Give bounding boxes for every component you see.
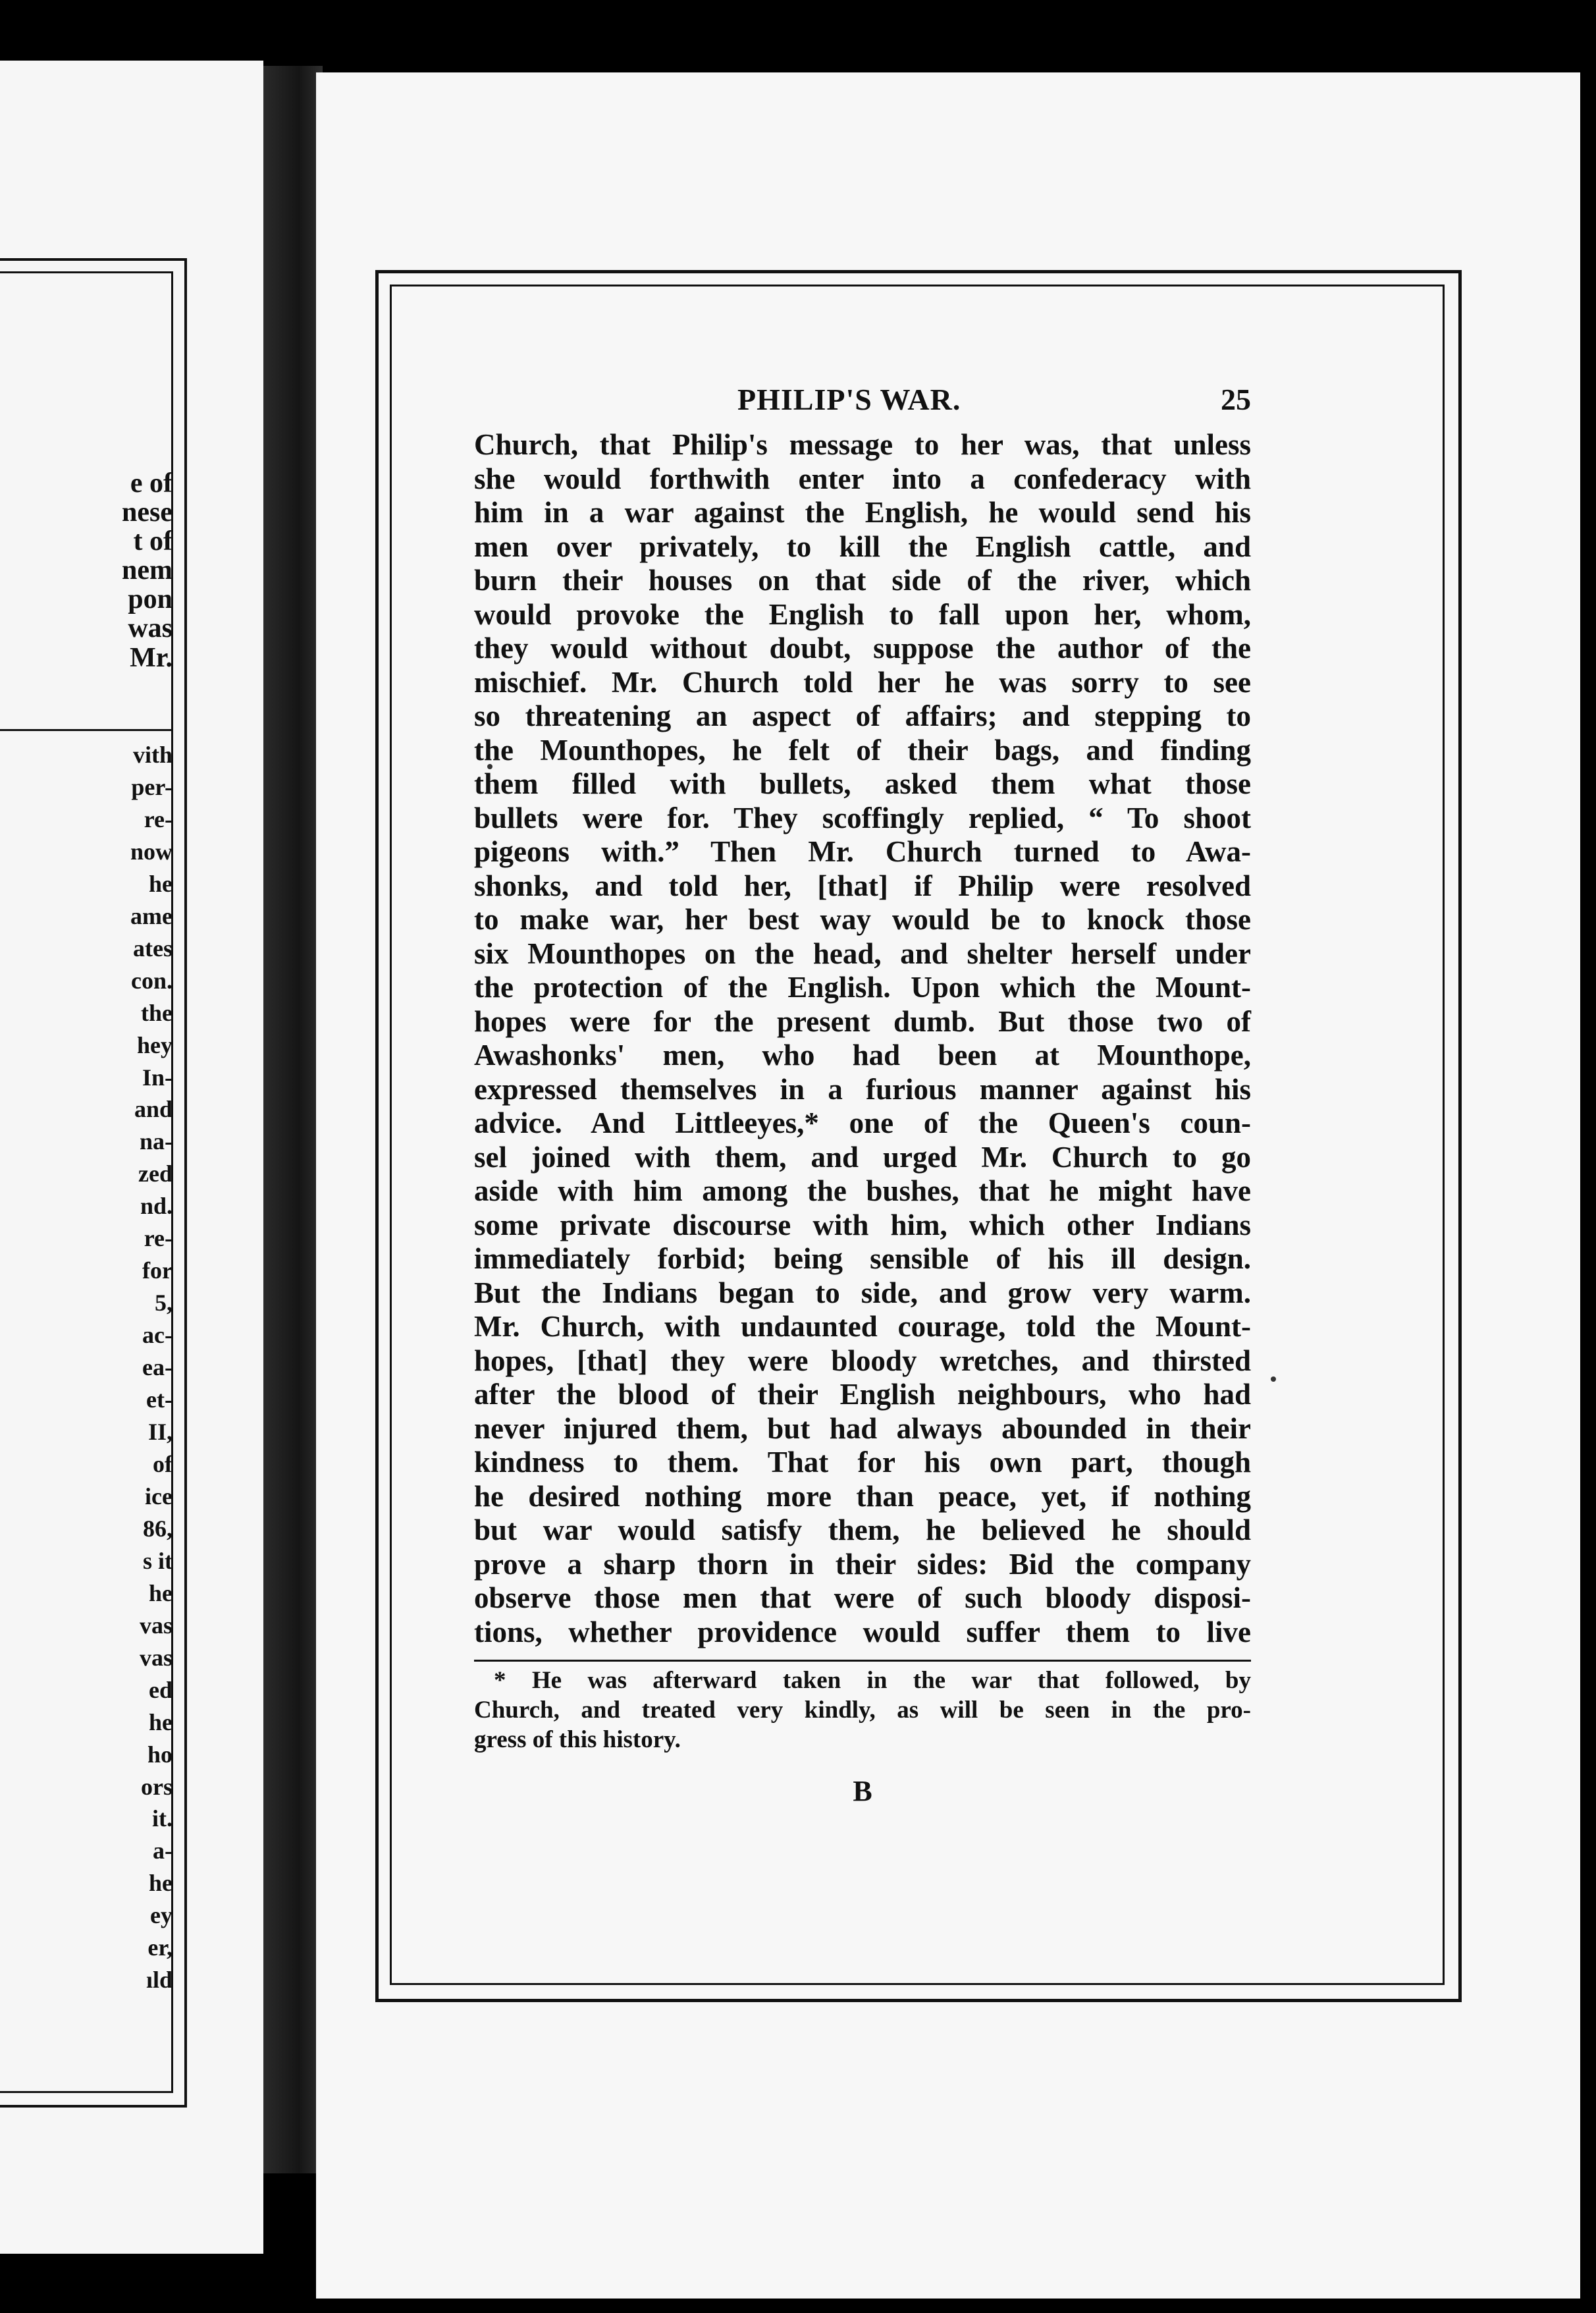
- text-line: men over privately, to kill the English cattle, and: [474, 530, 1251, 563]
- signature-mark: B: [853, 1775, 872, 1807]
- left-fragment: ice: [145, 1483, 173, 1510]
- footnote-line: Church, and treated very kindly, as will be seen in the pro-: [474, 1697, 1251, 1724]
- text-line: bullets were for. They scoffingly replied, “ To shoot: [474, 801, 1251, 834]
- page-header: [474, 375, 1251, 428]
- text-line: some private discourse with him, which other Indians: [474, 1208, 1251, 1241]
- page-text-block: [474, 375, 1251, 1808]
- left-fragment: er,: [147, 1934, 173, 1961]
- body-text: [474, 428, 1251, 1649]
- text-line: immediately forbid; being sensible of his ill design.: [474, 1242, 1251, 1275]
- right-page: [316, 72, 1580, 2299]
- left-fragment: ates: [133, 935, 173, 962]
- left-fragment: ho: [147, 1741, 173, 1768]
- left-page-upper-fragments: [0, 469, 173, 672]
- left-page: [0, 61, 263, 2254]
- text-line: advice. And Littleeyes,* one of the Queen's coun-: [474, 1106, 1251, 1139]
- left-fragment: it.: [152, 1805, 173, 1832]
- running-title: PHILIP'S WAR.: [737, 383, 961, 416]
- text-line: hopes, [that] they were bloody wretches, and thirsted: [474, 1344, 1251, 1377]
- left-fragment: vas: [139, 1612, 173, 1639]
- text-line: aside with him among the bushes, that he might have: [474, 1174, 1251, 1207]
- text-line: never injured them, but had always abounded in their: [474, 1411, 1251, 1445]
- text-line: him in a war against the English, he would send his: [474, 496, 1251, 529]
- left-fragment: of: [153, 1450, 173, 1477]
- text-line: Mr. Church, with undaunted courage, told the Mount-: [474, 1310, 1251, 1343]
- text-line: tions, whether providence would suffer them to live: [474, 1615, 1251, 1648]
- left-fragment: Mr.: [130, 642, 173, 673]
- text-line: but war would satisfy them, he believed he should: [474, 1513, 1251, 1546]
- left-fragment: et-: [146, 1386, 173, 1413]
- left-fragment: a-: [153, 1837, 173, 1864]
- left-fragment: vith: [132, 742, 173, 768]
- text-line: to make war, her best way would be to knock those: [474, 903, 1251, 936]
- text-line: Church, that Philip's message to her was, that unless: [474, 428, 1251, 461]
- text-line: prove a sharp thorn in their sides: Bid the company: [474, 1547, 1251, 1581]
- left-fragment: ıld: [146, 1967, 173, 1994]
- text-line: expressed themselves in a furious manner against his: [474, 1072, 1251, 1106]
- left-fragment: ac-: [142, 1322, 173, 1349]
- page-speck: [1271, 1376, 1276, 1382]
- left-fragment: per-: [131, 773, 173, 800]
- left-fragment: he: [149, 870, 173, 897]
- text-line: would provoke the English to fall upon her, whom,: [474, 597, 1251, 631]
- left-fragment: nd.: [140, 1193, 173, 1220]
- left-fragment: nem: [122, 555, 173, 586]
- text-line: But the Indians began to side, and grow very warm.: [474, 1276, 1251, 1309]
- footnote-line: * He was afterward taken in the war that followed, by: [494, 1667, 1251, 1694]
- text-line: them filled with bullets, asked them what those: [474, 767, 1251, 800]
- left-fragment: vas: [139, 1644, 173, 1671]
- text-line: the Mounthopes, he felt of their bags, and finding: [474, 733, 1251, 767]
- left-fragment: ey: [150, 1902, 173, 1929]
- left-fragment: na-: [139, 1128, 173, 1155]
- left-fragment: he: [149, 1708, 173, 1735]
- left-fragment: 5,: [155, 1290, 173, 1317]
- left-fragment: nese: [122, 497, 173, 528]
- text-line: she would forthwith enter into a confederacy with: [474, 462, 1251, 495]
- left-fragment: the: [141, 999, 173, 1026]
- left-fragment: now: [130, 838, 173, 865]
- left-fragment: for: [142, 1257, 173, 1284]
- left-fragment: t of: [133, 526, 173, 557]
- left-fragment: s it: [143, 1547, 173, 1574]
- text-line: kindness to them. That for his own part, though: [474, 1446, 1251, 1479]
- left-fragment: and: [134, 1096, 173, 1123]
- left-fragment: II,: [147, 1419, 173, 1446]
- text-line: six Mounthopes on the head, and shelter herself under: [474, 937, 1251, 970]
- left-fragment: con.: [131, 967, 173, 994]
- footnote-line: gress of this history.: [474, 1726, 681, 1753]
- page-number: 25: [1221, 383, 1251, 416]
- text-line: pigeons with.” Then Mr. Church turned to Awa-: [474, 835, 1251, 868]
- left-fragment: re-: [144, 805, 173, 832]
- left-fragment: he: [149, 1870, 173, 1897]
- left-fragment: ea-: [142, 1354, 173, 1381]
- left-fragment: In-: [142, 1064, 173, 1091]
- left-fragment: ors: [141, 1773, 173, 1800]
- left-page-footnote-rule: [0, 729, 173, 731]
- text-line: so threatening an aspect of affairs; and stepping to: [474, 699, 1251, 732]
- left-fragment: zed: [138, 1160, 173, 1187]
- left-fragment: ame: [130, 902, 173, 929]
- text-line: they would without doubt, suppose the author of the: [474, 632, 1251, 665]
- text-line: burn their houses on that side of the river, which: [474, 564, 1251, 597]
- left-fragment: he: [149, 1579, 173, 1606]
- text-line: after the blood of their English neighbours, who had: [474, 1378, 1251, 1411]
- book-gutter: [263, 66, 323, 2173]
- text-line: observe those men that were of such bloody disposi-: [474, 1581, 1251, 1614]
- left-fragment: 86,: [143, 1515, 173, 1542]
- text-line: sel joined with them, and urged Mr. Church to go: [474, 1140, 1251, 1174]
- text-line: the protection of the English. Upon which the Mount-: [474, 971, 1251, 1004]
- left-fragment: e of: [130, 468, 173, 499]
- footnote: [474, 1660, 1251, 1755]
- left-fragment: was: [128, 613, 173, 644]
- left-fragment: re-: [144, 1225, 173, 1252]
- text-line: shonks, and told her, [that] if Philip were resolved: [474, 869, 1251, 902]
- left-fragment: pon: [128, 584, 173, 615]
- left-fragment: ed: [149, 1676, 173, 1703]
- text-line: mischief. Mr. Church told her he was sorry to see: [474, 665, 1251, 699]
- text-line: hopes were for the present dumb. But those two of: [474, 1004, 1251, 1038]
- text-line: Awashonks' men, who had been at Mounthope,: [474, 1039, 1251, 1072]
- left-fragment: hey: [137, 1031, 173, 1058]
- text-line: he desired nothing more than peace, yet, if nothing: [474, 1479, 1251, 1513]
- left-page-lower-fragments: [0, 739, 173, 1996]
